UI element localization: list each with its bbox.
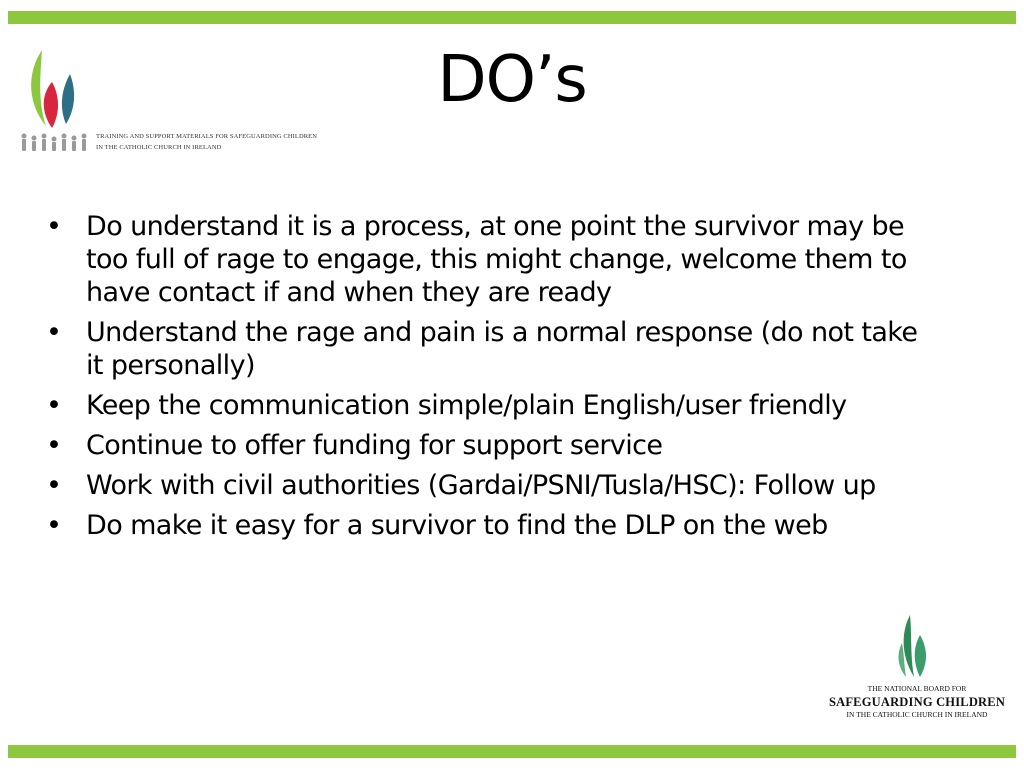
footer-logo-text: [820, 684, 1014, 720]
top-accent-bar: [8, 11, 1016, 24]
bullet-icon: •: [46, 211, 62, 242]
bullet-text: Keep the communication simple/plain English/user friendly: [86, 390, 847, 421]
bullet-text: Do make it easy for a survivor to find the DLP on the web: [86, 510, 828, 541]
header-logo-line1: TRAINING AND SUPPORT MATERIALS FOR SAFEGUARDING CHILDREN: [96, 133, 318, 140]
bottom-accent-bar: [8, 745, 1016, 758]
bullet-text: Understand the rage and pain is a normal response (do not take it personally): [86, 317, 918, 381]
footer-logo-line1: THE NATIONAL BOARD FOR: [867, 684, 967, 693]
slide-title: DO’s: [437, 43, 587, 117]
bullet-item: [44, 469, 924, 502]
bullet-item: [44, 429, 924, 462]
bullet-text: Work with civil authorities (Gardai/PSNI/Tusla/HSC): Follow up: [86, 470, 876, 501]
bullet-icon: •: [46, 510, 62, 541]
bullet-icon: •: [46, 430, 62, 461]
bullet-item: [44, 316, 924, 382]
bullet-text: Do understand it is a process, at one point the survivor may be too full of rage to engage, this might change, welcome them to have contact if and when they are ready: [86, 211, 907, 308]
header-logo-text: [96, 131, 317, 153]
bullet-item: [44, 509, 924, 542]
footer-logo-line3: IN THE CATHOLIC CHURCH IN IRELAND: [846, 710, 988, 719]
bullet-icon: •: [46, 470, 62, 501]
footer-logo-line2: SAFEGUARDING CHILDREN: [828, 695, 1006, 709]
bullet-icon: •: [46, 390, 62, 421]
header-logo-line2: IN THE CATHOLIC CHURCH IN IRELAND: [96, 144, 222, 151]
bullet-item: [44, 389, 924, 422]
bullet-text: Continue to offer funding for support service: [86, 430, 663, 461]
bullet-list: [44, 210, 924, 549]
bullet-icon: •: [46, 317, 62, 348]
bullet-item: [44, 210, 924, 309]
green-flame-logo-icon: [890, 613, 942, 681]
